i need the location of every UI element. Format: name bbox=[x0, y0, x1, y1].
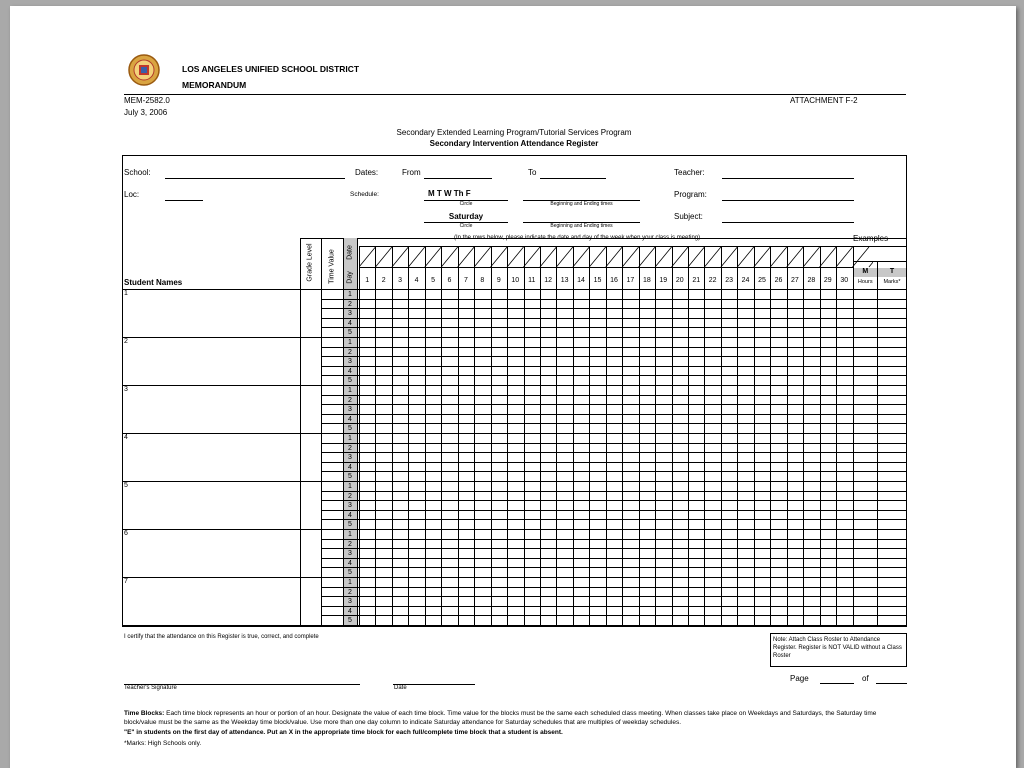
block-number-3: 3 bbox=[348, 358, 352, 366]
day-number-8: 8 bbox=[480, 277, 485, 284]
block-row-line bbox=[321, 318, 906, 319]
block-row-line bbox=[321, 414, 906, 415]
register-title: Secondary Intervention Attendance Register bbox=[429, 139, 599, 148]
block-number-2: 2 bbox=[348, 396, 352, 404]
block-number-2: 2 bbox=[348, 540, 352, 548]
block-number-4: 4 bbox=[348, 511, 352, 519]
block-row-line bbox=[321, 539, 906, 540]
date-slash bbox=[754, 247, 770, 267]
day-number-27: 27 bbox=[791, 277, 799, 284]
block-row-line bbox=[321, 395, 906, 396]
from-label: From bbox=[402, 168, 421, 177]
date-slash bbox=[853, 247, 869, 267]
day-number-10: 10 bbox=[511, 277, 520, 284]
time-blocks-note bbox=[124, 709, 908, 727]
block-row-line bbox=[321, 558, 906, 559]
day-number-17: 17 bbox=[626, 277, 635, 284]
dates-label: Dates: bbox=[355, 168, 379, 177]
marks-label: Marks* bbox=[883, 279, 901, 285]
block-row-line bbox=[321, 308, 906, 309]
student-number-7: 7 bbox=[124, 578, 128, 585]
date-slash bbox=[688, 247, 704, 267]
block-number-1: 1 bbox=[348, 339, 352, 346]
block-row-line bbox=[321, 356, 906, 357]
times-hint-1: Beginning and Ending times bbox=[550, 201, 613, 207]
block-number-4: 4 bbox=[348, 607, 352, 615]
date-slash bbox=[869, 247, 873, 267]
of-label: of bbox=[862, 674, 869, 683]
block-number-4: 4 bbox=[348, 559, 352, 567]
block-row-line bbox=[321, 404, 906, 405]
student-name-cell[interactable] bbox=[134, 482, 298, 528]
day-number-18: 18 bbox=[642, 277, 651, 284]
student-number-6: 6 bbox=[124, 530, 128, 537]
block-row-line bbox=[321, 548, 906, 549]
block-number-5: 5 bbox=[348, 521, 352, 529]
saturday-option[interactable]: Saturday bbox=[448, 212, 484, 221]
day-number-24: 24 bbox=[741, 277, 750, 284]
day-number-2: 2 bbox=[381, 277, 386, 284]
block-number-4: 4 bbox=[348, 463, 352, 471]
block-number-4: 4 bbox=[348, 415, 352, 423]
date-slash bbox=[392, 247, 408, 267]
day-number-14: 14 bbox=[577, 277, 585, 284]
block-number-5: 5 bbox=[348, 473, 352, 481]
block-row-line bbox=[321, 567, 906, 568]
block-number-1: 1 bbox=[348, 579, 352, 586]
block-row-line bbox=[321, 443, 906, 444]
grade-level-header: Grade Level bbox=[306, 243, 314, 282]
loc-field[interactable] bbox=[165, 200, 203, 201]
weekday-options[interactable]: M T W Th F bbox=[428, 189, 471, 198]
date-slash bbox=[655, 247, 671, 267]
time-blocks-text: Each time block represents an hour or portion of an hour. Designate the value of each time block. Time value for the blocks must be the same each scheduled class meeting. When classes take place on Weekdays and Saturdays, the Saturday time block/value must be the same as the Weekday time block/value. Use more than one day column to indicate Saturday attendance for Saturday schedules that are multiples of weekday schedules. bbox=[124, 710, 877, 726]
day-number-13: 13 bbox=[560, 277, 569, 284]
date-slash bbox=[721, 247, 737, 267]
day-number-21: 21 bbox=[692, 277, 701, 284]
date-slash bbox=[441, 247, 457, 267]
date-slash bbox=[573, 247, 589, 267]
student-name-cell[interactable] bbox=[134, 530, 298, 576]
date-slash bbox=[770, 247, 786, 267]
circle-hint-2: Circle bbox=[459, 223, 473, 229]
day-number-22: 22 bbox=[708, 277, 717, 284]
grid-bottom-line bbox=[122, 625, 906, 626]
date-slash-row bbox=[359, 246, 873, 268]
date-slash bbox=[474, 247, 490, 267]
district-name: LOS ANGELES UNIFIED SCHOOL DISTRICT bbox=[182, 64, 360, 74]
block-number-2: 2 bbox=[348, 300, 352, 308]
block-number-5: 5 bbox=[348, 425, 352, 433]
student-name-cell[interactable] bbox=[134, 338, 298, 384]
date-slash bbox=[589, 247, 605, 267]
student-number-2: 2 bbox=[124, 338, 128, 345]
student-number-1: 1 bbox=[124, 290, 128, 297]
grid-header-top bbox=[300, 238, 906, 239]
date-slash bbox=[606, 247, 622, 267]
date-slash bbox=[540, 247, 556, 267]
header-rule bbox=[124, 94, 906, 95]
to-label: To bbox=[528, 168, 537, 177]
block-row-line bbox=[321, 366, 906, 367]
date-slash bbox=[425, 247, 441, 267]
time-value-header: Time Value bbox=[328, 249, 336, 284]
day-number-3: 3 bbox=[398, 277, 403, 284]
block-number-4: 4 bbox=[348, 367, 352, 375]
day-number-25: 25 bbox=[758, 277, 766, 284]
attachment-label: ATTACHMENT F-2 bbox=[790, 96, 858, 105]
date-slash bbox=[359, 247, 375, 267]
day-number-20: 20 bbox=[675, 277, 684, 284]
signature-label: Teacher's Signature bbox=[124, 685, 177, 691]
date-slash bbox=[375, 247, 391, 267]
date-slash bbox=[672, 247, 688, 267]
block-number-1: 1 bbox=[348, 291, 352, 298]
student-number-3: 3 bbox=[124, 386, 128, 393]
block-number-3: 3 bbox=[348, 310, 352, 318]
day-number-16: 16 bbox=[610, 277, 618, 284]
date-slash bbox=[639, 247, 655, 267]
program-label: Program: bbox=[674, 190, 707, 199]
date-slash bbox=[491, 247, 507, 267]
day-number-5: 5 bbox=[431, 277, 435, 284]
lausd-seal-logo bbox=[128, 54, 160, 86]
block-row-line bbox=[321, 491, 906, 492]
memorandum-label: MEMORANDUM bbox=[182, 80, 247, 90]
day-number-9: 9 bbox=[496, 277, 501, 284]
block-number-1: 1 bbox=[348, 483, 352, 490]
from-date-field[interactable] bbox=[424, 178, 492, 179]
block-row-line bbox=[321, 606, 906, 607]
subject-field[interactable] bbox=[722, 222, 854, 223]
block-number-5: 5 bbox=[348, 329, 352, 337]
hours-label: Hours bbox=[857, 279, 873, 285]
block-row-line bbox=[321, 471, 906, 472]
date-slash bbox=[524, 247, 540, 267]
date-slash bbox=[820, 247, 836, 267]
day-number-12: 12 bbox=[544, 277, 553, 284]
block-row-line bbox=[321, 596, 906, 597]
page-label: Page bbox=[790, 674, 809, 683]
teacher-label: Teacher: bbox=[674, 168, 705, 177]
program-title: Secondary Extended Learning Program/Tutorial Services Program bbox=[396, 128, 632, 137]
examples-m-header: M bbox=[854, 268, 878, 277]
block-number-2: 2 bbox=[348, 492, 352, 500]
day-number-4: 4 bbox=[414, 277, 419, 284]
examples-t-header: T bbox=[878, 268, 906, 277]
date-slash bbox=[836, 247, 852, 267]
block-row-line bbox=[321, 423, 906, 424]
absence-note: "E" in students on the first day of attendance. Put an X in the appropriate time block for each full/complete time block that a student is absent. bbox=[124, 729, 563, 736]
day-number-30: 30 bbox=[840, 277, 849, 284]
date-slash bbox=[556, 247, 572, 267]
date-slash bbox=[787, 247, 803, 267]
student-number-5: 5 bbox=[124, 482, 128, 489]
day-header: Day bbox=[346, 271, 354, 284]
page-total-field[interactable] bbox=[876, 683, 907, 684]
loc-label: Loc: bbox=[124, 190, 140, 199]
date-slash bbox=[704, 247, 720, 267]
to-date-field[interactable] bbox=[540, 178, 606, 179]
block-row-line bbox=[321, 510, 906, 511]
student-names-header: Student Names bbox=[124, 278, 183, 287]
block-row-line bbox=[321, 347, 906, 348]
block-row-line bbox=[321, 299, 906, 300]
day-number-29: 29 bbox=[823, 277, 832, 284]
day-number-7: 7 bbox=[463, 277, 468, 284]
block-row-line bbox=[321, 462, 906, 463]
block-row-line bbox=[321, 375, 906, 376]
student-number-4: 4 bbox=[124, 434, 128, 441]
student-name-cell[interactable] bbox=[134, 386, 298, 432]
student-name-cell[interactable] bbox=[134, 290, 298, 336]
day-number-19: 19 bbox=[659, 277, 668, 284]
doc-number: MEM-2582.0 bbox=[124, 96, 170, 105]
date-slash bbox=[737, 247, 753, 267]
day-number-6: 6 bbox=[447, 277, 452, 284]
doc-date: July 3, 2006 bbox=[124, 108, 168, 117]
program-field[interactable] bbox=[722, 200, 854, 201]
block-number-3: 3 bbox=[348, 454, 352, 462]
date-slash bbox=[622, 247, 638, 267]
block-number-1: 1 bbox=[348, 387, 352, 394]
date-slash bbox=[458, 247, 474, 267]
date-slash bbox=[507, 247, 523, 267]
block-row-line bbox=[321, 615, 906, 616]
certify-statement: I certify that the attendance on this Register is true, correct, and complete bbox=[124, 634, 319, 640]
student-name-cell[interactable] bbox=[134, 434, 298, 480]
block-number-5: 5 bbox=[348, 377, 352, 385]
date-header: Date bbox=[346, 245, 354, 260]
marks-note: *Marks: High Schools only. bbox=[124, 740, 202, 747]
subject-label: Subject: bbox=[674, 212, 703, 221]
block-number-2: 2 bbox=[348, 348, 352, 356]
document-page bbox=[10, 6, 1016, 768]
block-number-3: 3 bbox=[348, 598, 352, 606]
time-blocks-label: Time Blocks: bbox=[124, 710, 165, 717]
block-row-line bbox=[321, 500, 906, 501]
block-number-2: 2 bbox=[348, 588, 352, 596]
block-row-line bbox=[321, 327, 906, 328]
date-label: Date bbox=[394, 685, 407, 691]
block-number-3: 3 bbox=[348, 550, 352, 558]
day-number-23: 23 bbox=[725, 277, 733, 284]
circle-hint-1: Circle bbox=[459, 201, 473, 207]
day-number-1: 1 bbox=[365, 277, 370, 284]
day-number-11: 11 bbox=[528, 277, 536, 284]
grid-col-line bbox=[300, 238, 301, 625]
student-name-cell[interactable] bbox=[134, 578, 298, 624]
day-number-26: 26 bbox=[774, 277, 783, 284]
roster-note: Note: Attach Class Roster to Attendance Register. Register is NOT VALID without a Class Roster bbox=[770, 633, 907, 667]
day-number-15: 15 bbox=[593, 277, 602, 284]
block-number-1: 1 bbox=[348, 531, 352, 538]
school-label: School: bbox=[124, 168, 151, 177]
block-number-4: 4 bbox=[348, 319, 352, 327]
block-number-1: 1 bbox=[348, 435, 352, 442]
day-number-28: 28 bbox=[807, 277, 816, 284]
block-number-2: 2 bbox=[348, 444, 352, 452]
school-field[interactable] bbox=[165, 178, 345, 179]
block-number-5: 5 bbox=[348, 569, 352, 577]
block-row-line bbox=[321, 587, 906, 588]
block-number-5: 5 bbox=[348, 617, 352, 625]
block-row-line bbox=[321, 519, 906, 520]
date-slash bbox=[408, 247, 424, 267]
times-hint-2: Beginning and Ending times bbox=[550, 223, 613, 229]
date-slash bbox=[803, 247, 819, 267]
schedule-label: Schedule: bbox=[350, 191, 379, 198]
block-number-3: 3 bbox=[348, 502, 352, 510]
block-row-line bbox=[321, 452, 906, 453]
teacher-field[interactable] bbox=[722, 178, 854, 179]
page-number-field[interactable] bbox=[820, 683, 854, 684]
block-number-3: 3 bbox=[348, 406, 352, 414]
